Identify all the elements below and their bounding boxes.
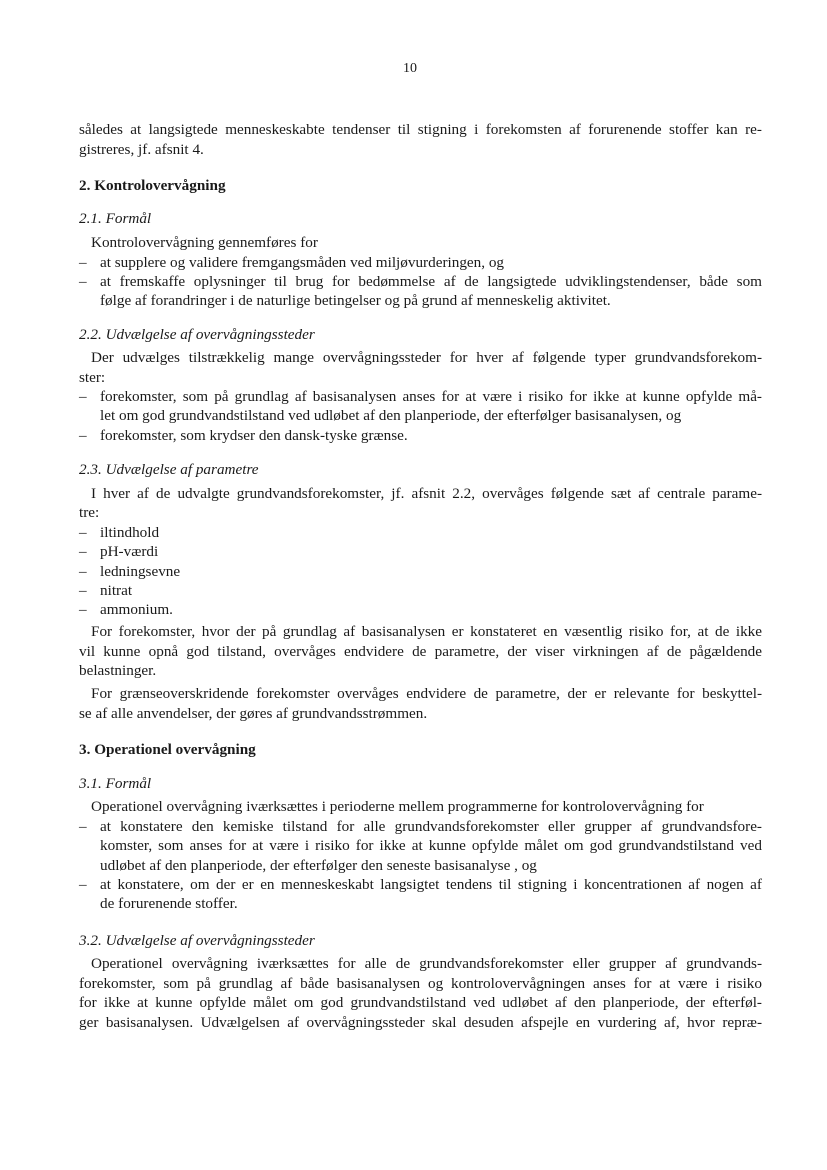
list-dash: –: [79, 427, 87, 444]
subsection-title-2-1: 2.1. Formål: [79, 210, 152, 227]
section-heading-3: 3. Operationel overvågning: [79, 741, 256, 758]
paragraph-line: belastninger.: [79, 662, 157, 679]
paragraph-line: se af alle anvendelser, der gøres af grundvandsstrømmen.: [79, 705, 428, 722]
list-item: forekomster, som krydser den dansk-tyske grænse.: [100, 427, 408, 444]
paragraph-line: I hver af de udvalgte grundvandsforekomster, jf. afsnit 2.2, overvåges følgende sæt af centrale parame-: [91, 485, 762, 502]
list-dash: –: [79, 273, 87, 290]
paragraph-line: for ikke at kunne opfylde målet om god grundvandstilstand ved udløbet af den planperiode, der efterføl-: [79, 994, 762, 1011]
list-item-continuation: de forurenende stoffer.: [100, 895, 238, 912]
list-item-continuation: let om god grundvandstilstand ved udløbet af den planperiode, der efterfølger basisanalysen, og: [100, 407, 682, 424]
list-item: at supplere og validere fremgangsmåden ved miljøvurderingen, og: [100, 254, 505, 271]
list-item: at konstatere, om der er en menneskeskabt langsigtet tendens til stigning i koncentrationen af nogen af: [100, 876, 762, 893]
subsection-title-3-2: 3.2. Udvælgelse af overvågningssteder: [79, 932, 315, 949]
page-number: 10: [403, 61, 417, 76]
list-item-continuation: udløbet af den planperiode, der efterfølger den seneste basisanalyse , og: [100, 857, 537, 874]
paragraph-line: For grænseoverskridende forekomster overvåges endvidere de parametre, der er relevante for beskyttel-: [91, 685, 762, 702]
paragraph-line: ger basisanalysen. Udvælgelsen af overvågningssteder skal desuden afspejle en vurdering af, hvor repræ-: [79, 1014, 762, 1031]
subsection-title-2-2: 2.2. Udvælgelse af overvågningssteder: [79, 326, 315, 343]
paragraph-line: ster:: [79, 369, 106, 386]
list-dash: –: [79, 876, 87, 893]
list-item: iltindhold: [100, 524, 160, 541]
intro-line-1: således at langsigtede menneskeskabte tendenser til stigning i forekomsten af forurenende stoffer kan re-: [79, 121, 762, 138]
section-heading-2: 2. Kontrolovervågning: [79, 177, 226, 194]
list-dash: –: [79, 563, 87, 580]
subsection-title-2-3: 2.3. Udvælgelse af parametre: [79, 461, 259, 478]
list-item: nitrat: [100, 582, 133, 599]
list-item: pH-værdi: [100, 543, 159, 560]
paragraph-line: forekomster, som på grundlag af både basisanalysen og kontrolovervågningen anses for at være i risiko: [79, 975, 762, 992]
list-dash: –: [79, 818, 87, 835]
paragraph-line: Operationel overvågning iværksættes i perioderne mellem programmerne for kontrolovervågning for: [91, 798, 704, 815]
paragraph-line: Der udvælges tilstrækkelig mange overvågningssteder for hver af følgende typer grundvandsforekom-: [91, 349, 762, 366]
list-item: at fremskaffe oplysninger til brug for bedømmelse af de langsigtede udviklingstendenser, både som: [100, 273, 762, 290]
paragraph-line: For forekomster, hvor der på grundlag af basisanalysen er konstateret en væsentlig risiko for, at de ikke: [91, 623, 762, 640]
list-item: ledningsevne: [100, 563, 181, 580]
list-dash: –: [79, 524, 87, 541]
list-item-continuation: komster, som anses for at være i risiko for ikke at kunne opfylde målet om god grundvandstilstand ved: [100, 837, 762, 854]
list-item-continuation: følge af forandringer i de naturlige betingelser og på grund af menneskelig aktivitet.: [100, 292, 611, 309]
list-item: at konstatere den kemiske tilstand for alle grundvandsforekomster eller grupper af grundvandsfore-: [100, 818, 762, 835]
paragraph-line: Kontrolovervågning gennemføres for: [91, 234, 318, 251]
paragraph-line: tre:: [79, 504, 100, 521]
paragraph-line: vil kunne opnå god tilstand, overvåges endvidere de parametre, der viser virkningen af de pågældende: [79, 643, 762, 660]
list-dash: –: [79, 388, 87, 405]
list-dash: –: [79, 582, 87, 599]
subsection-title-3-1: 3.1. Formål: [79, 775, 152, 792]
list-item: ammonium.: [100, 601, 173, 618]
intro-line-2: gistreres, jf. afsnit 4.: [79, 141, 204, 158]
paragraph-line: Operationel overvågning iværksættes for alle de grundvandsforekomster eller grupper af grundvands-: [91, 955, 762, 972]
list-item: forekomster, som på grundlag af basisanalysen anses for at være i risiko for ikke at kunne opfylde må-: [100, 388, 762, 405]
list-dash: –: [79, 254, 87, 271]
list-dash: –: [79, 543, 87, 560]
list-dash: –: [79, 601, 87, 618]
